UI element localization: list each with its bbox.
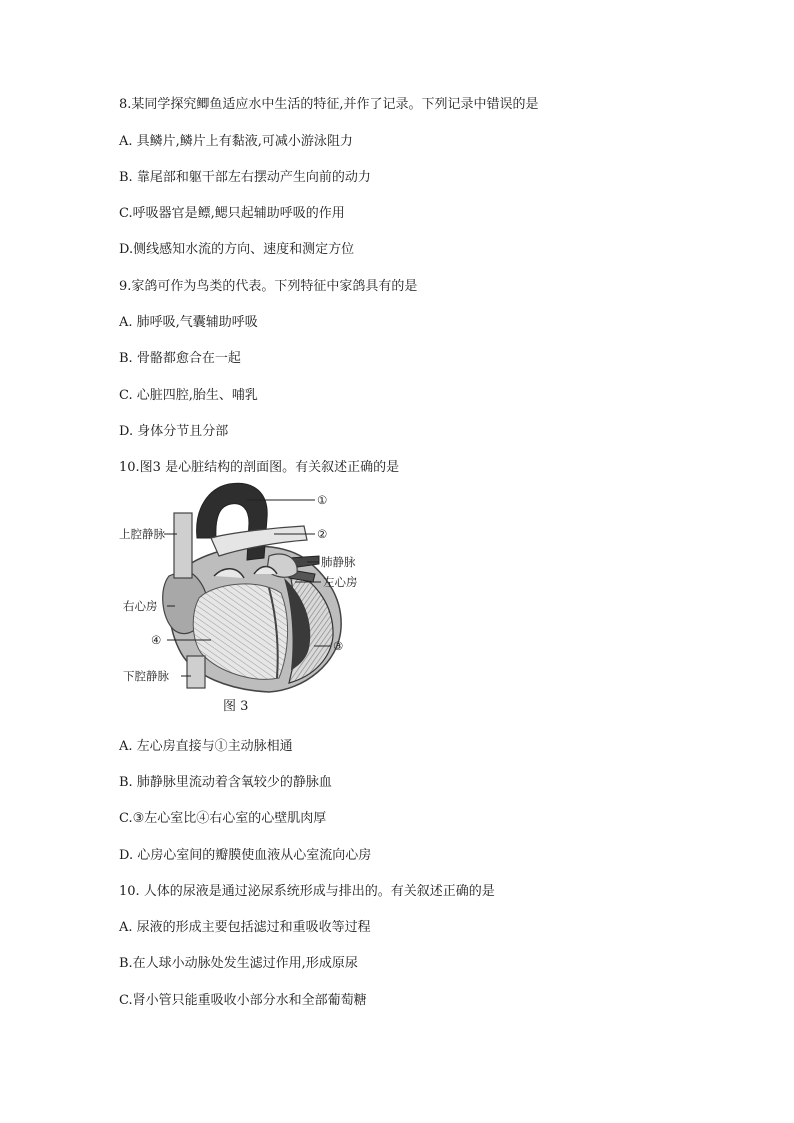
inferior-vena-cava [187,656,205,688]
label-left-atrium: 左心房 [323,575,358,589]
q10a-option-b: B. 肺静脉里流动着含氧较少的静脉血 [119,775,332,790]
q10a-option-d: D. 心房心室间的瓣膜使血液从心室流向心房 [119,848,372,863]
q9-option-b: B. 骨骼都愈合在一起 [119,351,241,366]
q8-option-a: A. 具鳞片,鳞片上有黏液,可减小游泳阻力 [119,134,353,149]
heart-diagram-svg [119,478,361,718]
q10b-stem: 10. 人体的尿液是通过泌尿系统形成与排出的。有关叙述正确的是 [119,884,495,899]
q9-option-d: D. 身体分节且分部 [119,424,229,439]
q10a-option-c: C.③左心室比④右心室的心壁肌肉厚 [119,811,327,826]
q10b-option-b: B.在人球小动脉处发生滤过作用,形成原尿 [119,956,358,971]
q9-stem: 9.家鸽可作为鸟类的代表。下列特征中家鸽具有的是 [119,279,418,294]
q10a-stem: 10.图3 是心脏结构的剖面图。有关叙述正确的是 [119,460,400,475]
label-4: ④ [151,633,162,647]
label-1: ① [317,493,328,507]
q8-option-c: C.呼吸器官是鳔,鳃只起辅助呼吸的作用 [119,206,345,221]
label-superior-vena-cava: 上腔静脉 [119,527,165,541]
q10a-option-a: A. 左心房直接与①主动脉相通 [119,739,293,754]
superior-vena-cava [174,513,192,578]
label-inferior-vena-cava: 下腔静脉 [123,669,169,683]
q10b-option-c: C.肾小管只能重吸收小部分水和全部葡萄糖 [119,993,367,1008]
figure-caption: 图 3 [223,699,249,714]
heart-diagram [119,478,361,718]
q10b-option-a: A. 尿液的形成主要包括滤过和重吸收等过程 [119,920,371,935]
label-right-atrium: 右心房 [123,599,158,613]
label-2: ② [317,527,328,541]
label-pulmonary-vein: 肺静脉 [321,555,356,569]
q8-stem: 8.某同学探究鲫鱼适应水中生活的特征,并作了记录。下列记录中错误的是 [119,97,539,112]
q8-option-b: B. 靠尾部和躯干部左右摆动产生向前的动力 [119,170,371,185]
q9-option-c: C. 心脏四腔,胎生、哺乳 [119,388,258,403]
q9-option-a: A. 肺呼吸,气囊辅助呼吸 [119,315,258,330]
q8-option-d: D.侧线感知水流的方向、速度和测定方位 [119,242,355,257]
label-3: ③ [333,639,344,653]
